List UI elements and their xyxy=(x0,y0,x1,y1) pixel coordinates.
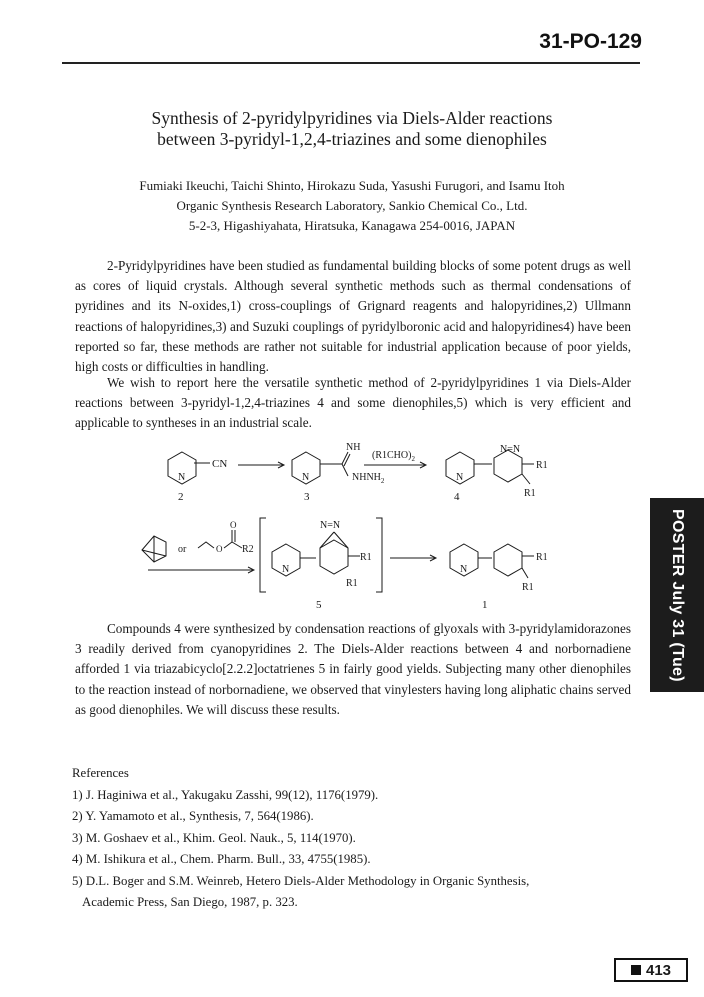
poster-id: 31-PO-129 xyxy=(539,30,642,53)
poster-date-label: POSTER July 31 (Tue) xyxy=(669,508,686,682)
compound-label-1: 1 xyxy=(482,599,488,611)
label-o-ester: O xyxy=(216,544,223,554)
label-n-1: N xyxy=(460,564,468,575)
reference-item: 3) M. Goshaev et al., Khim. Geol. Nauk., 5, 114(1970). xyxy=(72,830,356,845)
references xyxy=(72,763,632,914)
author-names: Fumiaki Ikeuchi, Taichi Shinto, Hirokazu Suda, Yasushi Furugori, and Isamu Itoh xyxy=(139,178,565,193)
paper-title xyxy=(60,108,644,150)
body-paragraph-2: We wish to report here the versatile synthetic method of 2-pyridylpyridines 1 via Diels-Alder reactions between 3-pyridyl-1,2,4-triazines 4 and some dienophiles,5) which is very efficient and applicable to syntheses in an industrial scale. xyxy=(75,375,631,431)
label-r1-4a: R1 xyxy=(536,460,548,471)
compound-label-3: 3 xyxy=(304,491,310,503)
label-nn-4: N=N xyxy=(500,444,521,455)
label-nh: NH xyxy=(346,442,361,453)
title-line-2: between 3-pyridyl-1,2,4-triazines and some dienophiles xyxy=(157,129,547,149)
label-n-4: N xyxy=(456,472,464,483)
body-paragraph-1: 2-Pyridylpyridines have been studied as fundamental building blocks of some potent drugs as well as cores of liquid crystals. Although several synthetic methods such as thermal condensations of pyridines and its N-oxides,1) cross-couplings of Grignard reagents and halopyridines,2) Ullmann reactions of halopyridines,3) and Suzuki couplings of pyridylboronic acid and halopyridines4) have been reported so far, these methods are rather not suitable for industrial application because of poor yields, high costs or difficulties in handling. xyxy=(75,258,631,375)
label-nn-5: N=N xyxy=(320,520,341,531)
label-r1-4b: R1 xyxy=(524,488,536,499)
reference-item: 1) J. Haginiwa et al., Yakugaku Zasshi, 99(12), 1176(1979). xyxy=(72,787,379,802)
compound-label-5: 5 xyxy=(316,599,322,611)
author-block xyxy=(60,176,644,236)
label-n-2: N xyxy=(178,472,186,483)
poster-date-tab xyxy=(650,498,704,692)
reference-item: 4) M. Ishikura et al., Chem. Pharm. Bull., 33, 4755(1985). xyxy=(72,852,371,866)
references-heading: References xyxy=(72,766,129,780)
compound-label-4: 4 xyxy=(454,491,460,503)
body-paragraph-3: Compounds 4 were synthesized by condensation reactions of glyoxals with 3-pyridylamidorazones 3 readily derived from cyanopyridines 2. The Diels-Alder reactions between 4 and norbornadiene afforded 1 via triazabicyclo[2.2.2]octatrienes 5 in fairly good yields. Subjecting many other dienophiles to the reaction instead of norbornadiene, we observed that vinylesters having long aliphatic chains served as good dienophiles. We will discuss these results. xyxy=(75,621,631,717)
author-affiliation: Organic Synthesis Research Laboratory, Sankio Chemical Co., Ltd. xyxy=(176,198,528,213)
header-rule xyxy=(62,62,640,64)
label-reagent: $(R1CHO)_2$ xyxy=(372,450,415,463)
label-r1-1a: R1 xyxy=(536,552,548,563)
label-n-5: N xyxy=(282,564,290,575)
title-line-1: Synthesis of 2-pyridylpyridines via Diels-Alder reactions xyxy=(151,108,553,128)
author-address: 5-2-3, Higashiyahata, Hiratsuka, Kanagawa 254-0016, JAPAN xyxy=(188,218,516,233)
page-number: 413 xyxy=(645,961,672,979)
reaction-scheme xyxy=(120,432,590,614)
label-o-carbonyl: O xyxy=(230,520,237,530)
reference-item-continuation: Academic Press, San Diego, 1987, p. 323. xyxy=(82,895,298,909)
page-number-box xyxy=(614,958,688,982)
label-cn: CN xyxy=(212,458,228,470)
label-r1-5a: R1 xyxy=(360,552,372,563)
reference-item: 2) Y. Yamamoto et al., Synthesis, 7, 564(1986). xyxy=(72,809,314,823)
reference-item: 5) D.L. Boger and S.M. Weinreb, Hetero Diels-Alder Methodology in Organic Synthesis, xyxy=(72,873,530,888)
compound-label-2: 2 xyxy=(178,491,184,503)
label-r1-1b: R1 xyxy=(522,582,534,593)
label-or: or xyxy=(178,544,187,555)
label-n-3: N xyxy=(302,472,310,483)
square-bullet-icon xyxy=(631,965,641,975)
label-nhnh2: $NHNH_2$ xyxy=(352,472,385,485)
label-r1-5b: R1 xyxy=(346,578,358,589)
label-r2: R2 xyxy=(242,544,254,555)
